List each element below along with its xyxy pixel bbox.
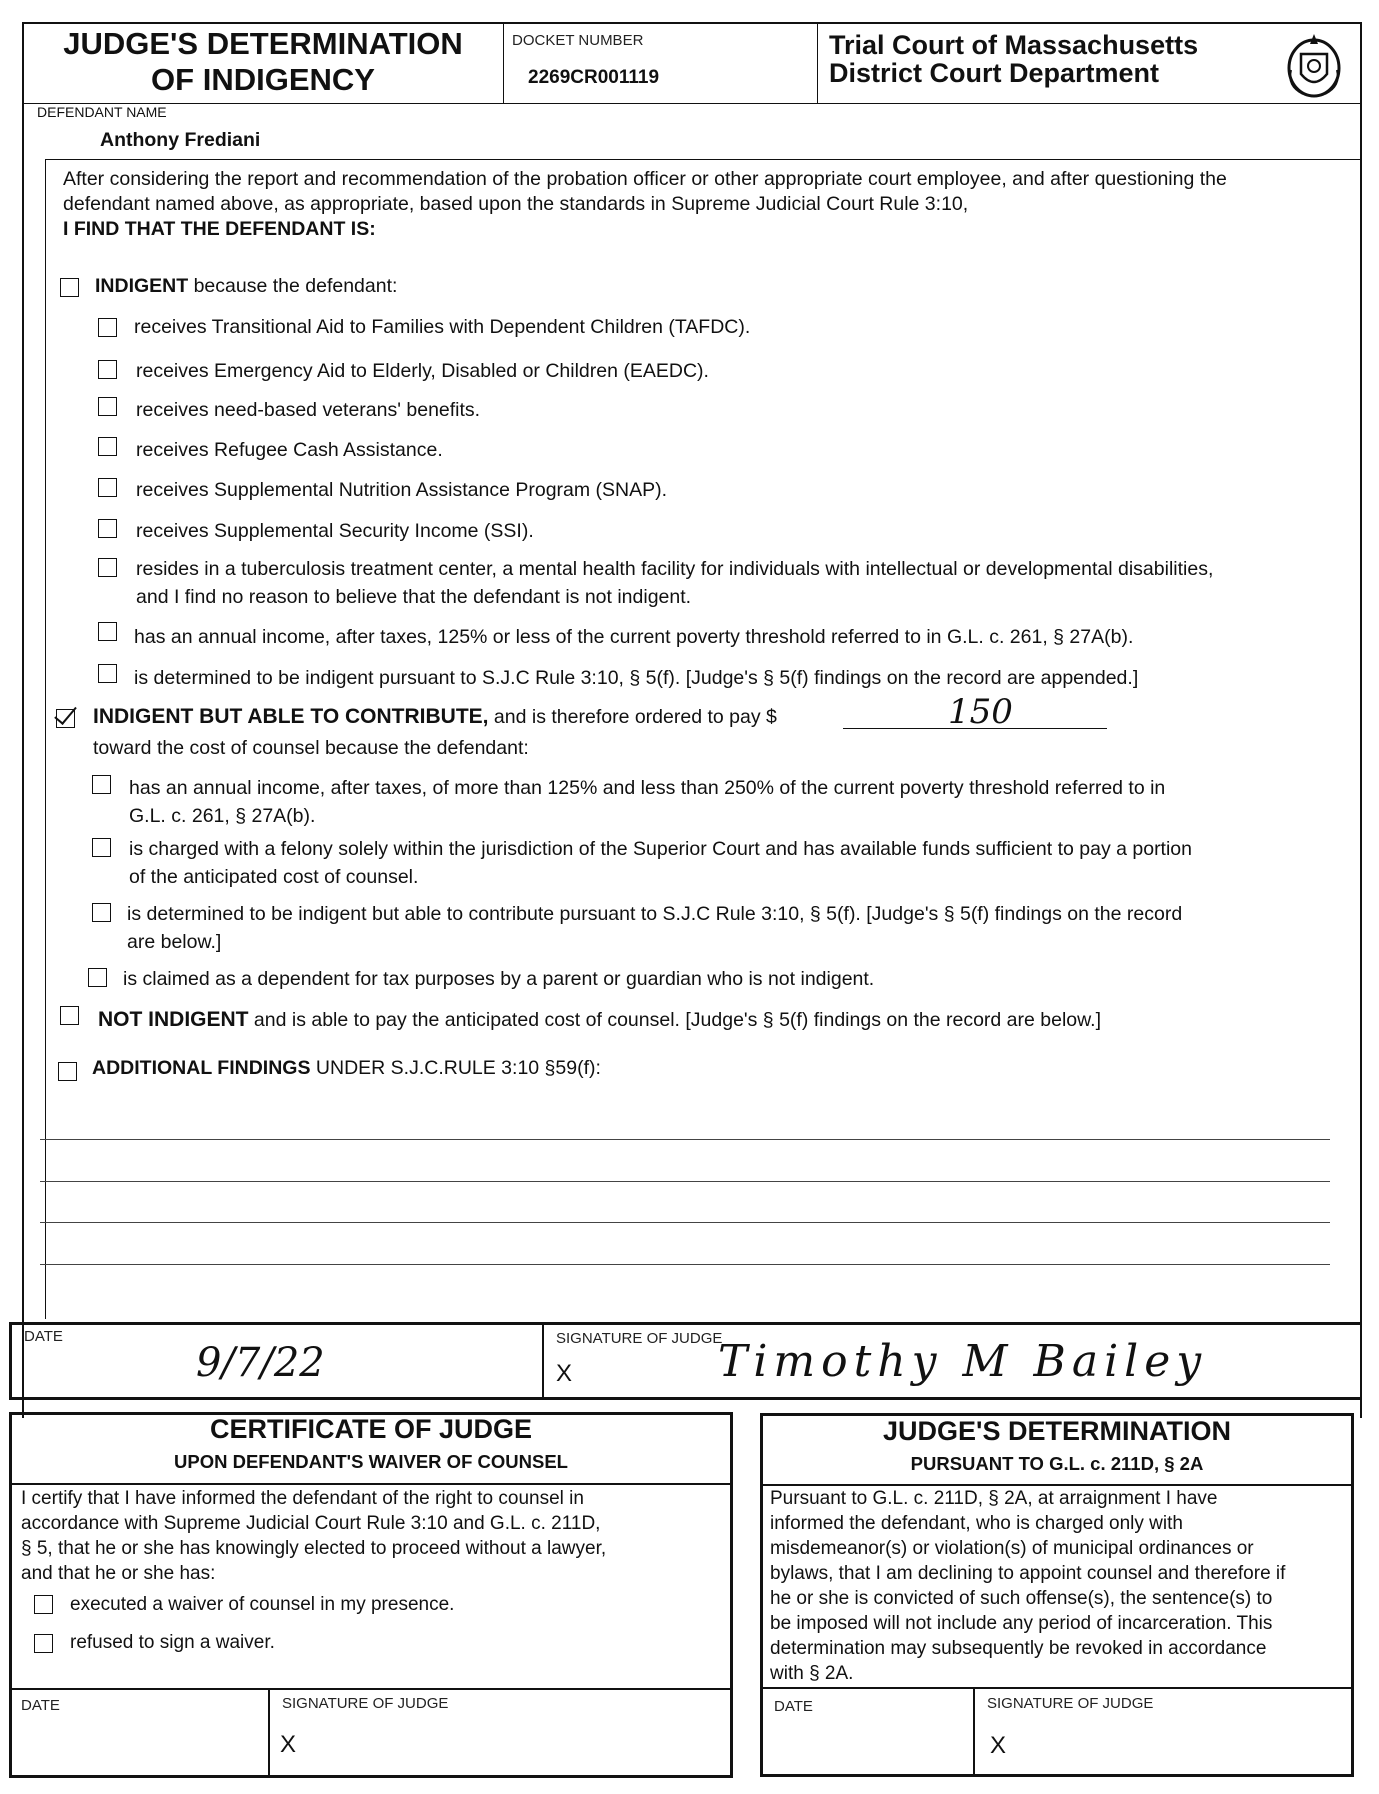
findings-line-3[interactable] (40, 1222, 1330, 1223)
court-line2: District Court Department (829, 58, 1160, 88)
certificate-signature-label: SIGNATURE OF JUDGE (282, 1695, 449, 1712)
rule-5f-checkbox[interactable] (98, 664, 117, 683)
contribute-5f-line1: is determined to be indigent but able to contribute pursuant to S.J.C Rule 3:10, § 5(f). [Judge's § 5(f) findings on the record (127, 903, 1183, 925)
snap-label: receives Supplemental Nutrition Assistance Program (SNAP). (136, 479, 668, 501)
facility-checkbox[interactable] (98, 558, 117, 577)
defendant-name-label: DEFENDANT NAME (37, 104, 167, 120)
waiver-refused-checkbox[interactable] (34, 1634, 53, 1653)
judge-signature[interactable]: Timothy M Bailey (718, 1336, 1208, 1387)
determination-title: JUDGE'S DETERMINATION (883, 1416, 1231, 1446)
form-title (24, 26, 502, 98)
felony-label (129, 835, 1192, 891)
additional-title: ADDITIONAL FINDINGS (92, 1057, 311, 1079)
intro-finding: I FIND THAT THE DEFENDANT IS: (63, 218, 376, 240)
contribute-rest: and is therefore ordered to pay $ (488, 706, 777, 728)
tafdc-checkbox[interactable] (98, 318, 117, 337)
findings-line-1[interactable] (40, 1139, 1330, 1140)
felony-line1: is charged with a felony solely within the jurisdiction of the Superior Court and has available funds sufficient to pay a portion (129, 838, 1192, 860)
refugee-checkbox[interactable] (98, 437, 117, 456)
defendant-name: Anthony Frediani (100, 129, 261, 151)
contribute-checkbox[interactable] (56, 709, 75, 728)
contribute-title: INDIGENT BUT ABLE TO CONTRIBUTE, (93, 705, 489, 728)
income-250-line2: G.L. c. 261, § 27A(b). (129, 805, 316, 827)
court-line1: Trial Court of Massachusetts (829, 30, 1199, 60)
facility-label (136, 555, 1213, 611)
not-indigent-label (98, 1006, 1101, 1034)
snap-checkbox[interactable] (98, 478, 117, 497)
certificate-subtitle: UPON DEFENDANT'S WAIVER OF COUNSEL (174, 1451, 568, 1472)
indigent-checkbox[interactable] (60, 278, 79, 297)
certificate-line1: I certify that I have informed the defendant of the right to counsel in (21, 1488, 584, 1509)
felony-line2: of the anticipated cost of counsel. (129, 866, 419, 888)
determination-text (770, 1486, 1285, 1686)
contribute-label (93, 703, 777, 731)
determination-x-mark: X (990, 1732, 1007, 1759)
certificate-date-label: DATE (21, 1697, 60, 1714)
court-name (829, 31, 1198, 87)
indigent-label (95, 272, 397, 300)
form-title-line2: OF INDIGENCY (151, 62, 375, 97)
felony-checkbox[interactable] (92, 838, 111, 857)
indigent-title: INDIGENT (95, 275, 189, 297)
intro-line2: defendant named above, as appropriate, based upon the standards in Supreme Judicial Court Rule 3:10, (63, 193, 969, 215)
findings-line-2[interactable] (40, 1181, 1330, 1182)
certificate-text (21, 1486, 606, 1586)
docket-number: 2269CR001119 (528, 67, 660, 88)
determination-line5: he or she is convicted of such offense(s), the sentence(s) to (770, 1588, 1273, 1609)
signature-label: SIGNATURE OF JUDGE (556, 1330, 723, 1347)
determination-line3: misdemeanor(s) or violation(s) of municipal ordinances or (770, 1538, 1254, 1559)
intro-text (63, 167, 1353, 242)
ssi-checkbox[interactable] (98, 519, 117, 538)
veterans-checkbox[interactable] (98, 397, 117, 416)
certificate-line2: accordance with Supreme Judicial Court Rule 3:10 and G.L. c. 211D, (21, 1513, 601, 1534)
veterans-label: receives need-based veterans' benefits. (136, 399, 481, 421)
commonwealth-seal-icon (1283, 30, 1345, 102)
dependent-checkbox[interactable] (88, 968, 107, 987)
indigent-rest: because the defendant: (188, 275, 398, 297)
rule-5f-label: is determined to be indigent pursuant to S.J.C Rule 3:10, § 5(f). [Judge's § 5(f) findings on the record are appended.] (134, 667, 1139, 689)
additional-findings-checkbox[interactable] (58, 1062, 77, 1081)
facility-label-line1: resides in a tuberculosis treatment center, a mental health facility for individuals with intellectual or developmental disabilities, (136, 558, 1214, 580)
waiver-executed-checkbox[interactable] (34, 1595, 53, 1614)
not-indigent-checkbox[interactable] (60, 1006, 79, 1025)
determination-line1: Pursuant to G.L. c. 211D, § 2A, at arraignment I have (770, 1488, 1218, 1509)
certificate-line3: § 5, that he or she has knowingly elected to proceed without a lawyer, (21, 1538, 607, 1559)
tafdc-label: receives Transitional Aid to Families with Dependent Children (TAFDC). (134, 316, 751, 338)
contribute-5f-label (127, 900, 1182, 956)
determination-line7: determination may subsequently be revoked in accordance (770, 1638, 1267, 1659)
date-value[interactable]: 9/7/22 (196, 1340, 325, 1386)
income-125-label: has an annual income, after taxes, 125% or less of the current poverty threshold referred to in G.L. c. 261, § 27A(b). (134, 626, 1134, 648)
docket-label: DOCKET NUMBER (512, 32, 644, 49)
contribute-5f-checkbox[interactable] (92, 903, 111, 922)
determination-date-label: DATE (774, 1698, 813, 1715)
dependent-label: is claimed as a dependent for tax purposes by a parent or guardian who is not indigent. (123, 968, 875, 990)
contribute-amount[interactable]: 150 (948, 692, 1013, 732)
not-indigent-title: NOT INDIGENT (98, 1008, 249, 1031)
income-250-line1: has an annual income, after taxes, of more than 125% and less than 250% of the current poverty threshold referred to in (129, 777, 1166, 799)
waiver-refused-label: refused to sign a waiver. (70, 1632, 275, 1653)
additional-rest: UNDER S.J.C.RULE 3:10 §59(f): (310, 1057, 601, 1079)
certificate-x-mark: X (280, 1731, 297, 1758)
additional-findings-label (92, 1054, 601, 1082)
eaedc-checkbox[interactable] (98, 360, 117, 379)
form-title-line1: JUDGE'S DETERMINATION (63, 26, 463, 61)
determination-subtitle: PURSUANT TO G.L. c. 211D, § 2A (910, 1453, 1204, 1474)
contribute-5f-line2: are below.] (127, 931, 222, 953)
intro-line1: After considering the report and recommendation of the probation officer or other appropriate court employee, and after questioning the (63, 168, 1227, 190)
signature-x-mark: X (556, 1360, 573, 1387)
determination-line6: be imposed will not include any period of incarceration. This (770, 1613, 1273, 1634)
determination-signature-label: SIGNATURE OF JUDGE (987, 1695, 1154, 1712)
income-250-label (129, 774, 1165, 830)
eaedc-label: receives Emergency Aid to Elderly, Disabled or Children (EAEDC). (136, 360, 709, 382)
waiver-executed-label: executed a waiver of counsel in my presence. (70, 1594, 455, 1615)
ssi-label: receives Supplemental Security Income (SSI). (136, 520, 534, 542)
date-label: DATE (24, 1328, 63, 1345)
determination-line2: informed the defendant, who is charged only with (770, 1513, 1183, 1534)
certificate-title: CERTIFICATE OF JUDGE (209, 1414, 532, 1444)
facility-label-line2: and I find no reason to believe that the defendant is not indigent. (136, 586, 692, 608)
findings-line-4[interactable] (40, 1264, 1330, 1265)
income-125-checkbox[interactable] (98, 622, 117, 641)
not-indigent-rest: and is able to pay the anticipated cost of counsel. [Judge's § 5(f) findings on the record are below.] (248, 1009, 1101, 1031)
contribute-line2: toward the cost of counsel because the defendant: (93, 737, 529, 759)
income-250-checkbox[interactable] (92, 775, 111, 794)
certificate-line4: and that he or she has: (21, 1563, 216, 1584)
determination-line8: with § 2A. (770, 1663, 854, 1684)
refugee-label: receives Refugee Cash Assistance. (136, 439, 443, 461)
determination-line4: bylaws, that I am declining to appoint counsel and therefore if (770, 1563, 1286, 1584)
